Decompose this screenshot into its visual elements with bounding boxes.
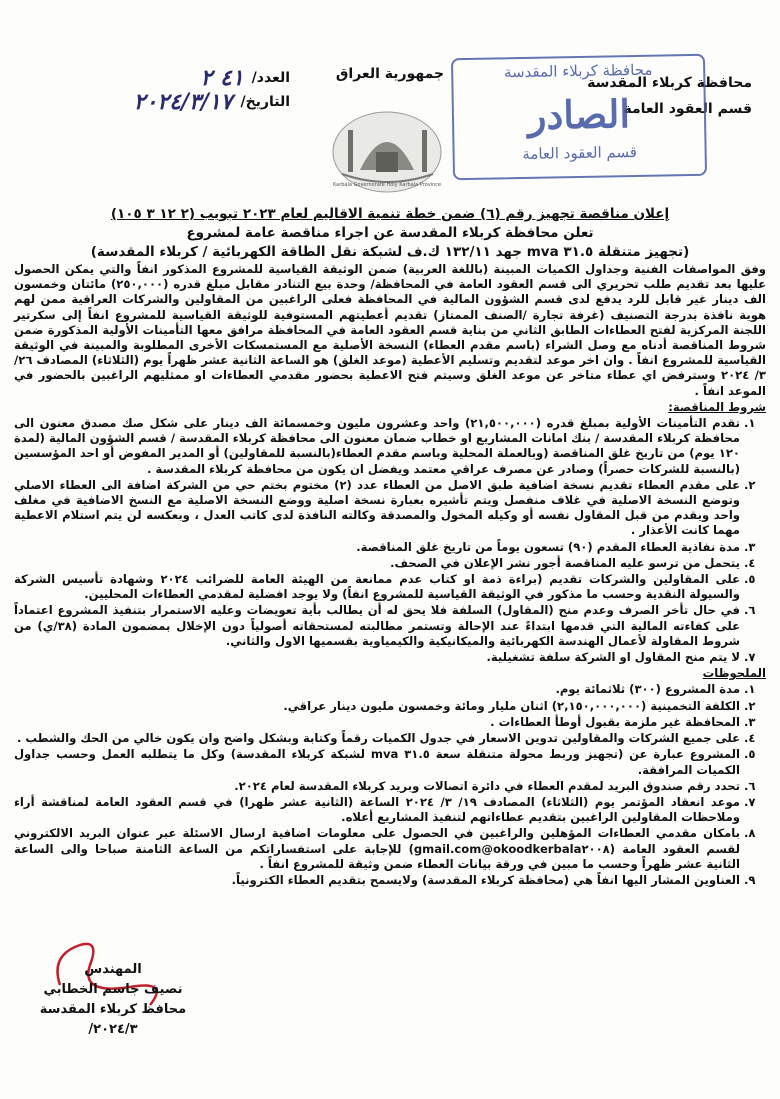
conditions-heading: شروط المناقصة:: [668, 399, 766, 414]
signer-role: محافظ كربلاء المقدسة: [39, 1002, 187, 1017]
title-line-1: إعلان مناقصة تجهيز رقم (٦) ضمن خطة تنمية الاقاليم لعام ٢٠٢٣ تبويب (٢ ١٢ ٣ ١٠٥): [110, 206, 670, 222]
list-item: ٢. الكلفة التخمينية (٢,١٥٠,٠٠٠,٠٠٠) اثنان مليار ومائة وخمسون مليون دينار عراقي.: [283, 698, 756, 713]
department-name: قسم العقود العامة: [623, 101, 752, 117]
list-item: ٥. على المقاولين والشركات تقديم (براءة ذمة او كتاب عدم ممانعة من الهيئة العامة للضرائب ٢٠٢٤ وشهادة تأسيس الشركة والسيولة النقدية وحسب ما مذكور في الوثيقة القياسية للمشروع انفاً) ولا يوجد افضلية لمقدمي العطاءات المحليين.: [14, 572, 756, 602]
header-reference: [30, 66, 290, 114]
list-item: ٤. على جميع الشركات والمقاولين تدوين الاسعار في جدول الكميات رقماً وكتابة وبشكل واضح وان يكون خالي من الحك والشطب .: [16, 731, 756, 746]
list-item: ٣. مدة نفاذية العطاء المقدم (٩٠) تسعون يوماً من تاريخ غلق المناقصة.: [356, 539, 756, 554]
list-item: ٦. تحدد رقم صندوق البريد لمقدم العطاء في دائرة اتصالات وبريد كربلاء المقدسة لعام ٢٠٢٤.: [234, 778, 756, 793]
list-item: ٥. المشروع عبارة عن (تجهيز وربط محولة متنقلة سعة ٣١.٥ mva لشبكة كربلاء المقدسة) وكل ما يتطلبه العمل وحسب جداول الكميات المرافقة.: [14, 747, 756, 777]
stamp-line-2: الصادر: [527, 91, 631, 138]
list-item: ٢. على مقدم العطاء تقديم نسخة اضافية طبق الاصل من العطاء عدد (٢) مختوم بختم حي من الشركة اضافة الى العطاء الاصلي وتوضع النسخة الاصلية في غلاف منفصل ويتم تأشيره بعبارة نسخة اصلية ووضع النسخة الاصلية مع النسخ الاضافية في مغلف واحد ويقدم من قبل المقاول نفسه أو وكيله المخول والمصدقة وكالته النافذة لدى كاتب العدل ، وبعكسه لن يتم استلام الاعطية مهما كانت الأعذار .: [14, 477, 756, 538]
country-name: جمهورية العراق: [335, 66, 445, 82]
list-item: ٨. بامكان مقدمي العطاءات المؤهلين والراغبين في الحصول على معلومات اضافية ارسال الاسئلة عبر عنوان البريد الالكتروني لقسم العقود العامة (okoodkerbala٢٠٠٨@gmail.com) للإجابة على استفساراتكم من الساعة الثامنة صباحا والى الساعة الثانية عشر ظهراً وحسب ما مبين في ورقة بيانات العطاء ضمن وثيقة للمشروع انفاً .: [14, 826, 756, 871]
list-item: ٦. في حال تأخر الصرف وعدم منح (المقاول) السلفة فلا يحق له أن يطالب بأية تعويضات وعليه الاستمرار بتنفيذ المشروع اعتماداً على كفاءته المالية التي قدمها ابتداءً عند الإحالة وتستمر مطالبته لمستحقاته أصولياً دون الإخلال بمضمون المادة (٣٨/ي) من شروط المقاولة لأعمال الهندسة الكهربائية والميكانيكية والكيمياوية بقسميها الاول والثاني.: [14, 603, 756, 648]
list-item: ٧. لا يتم منح المقاول او الشركة سلفة تشغيلية.: [486, 650, 756, 665]
list-item: ٧. موعد انعقاد المؤتمر يوم (الثلاثاء) المصادف ١٩/ ٣/ ٢٠٢٤ الساعة (الثانية عشر ظهرا) في قسم العقود العامة لمناقشة أراء وملاحظات المقاولين الراغبين بتقديم عطاءاتهم لتنفيذ المشاريع أعلاه.: [14, 794, 756, 825]
stamp-line-1: محافظة كربلاء المقدسة: [503, 60, 653, 82]
governorate-name: محافظة كربلاء المقدسة: [587, 75, 752, 91]
shrine-logo-icon: [330, 100, 445, 195]
signer-title: المهندس: [84, 962, 142, 977]
number-label: العدد/: [251, 70, 290, 86]
intro-paragraph: وفق المواصفات الفنية وجداول الكميات المبينة (باللغة العربية) ضمن الوثيقة القياسية للمشروع المذكور انفاً والتي يمكن الحصول عليها بعد تقديم طلب تحريري الى قسم العقود العامة في المحافظة/ وحدة بيع التنادر مقابل مبلغ قدره (٢٥٠,٠٠٠) مائتان وخمسون الف دينار غير قابل للرد يدفع لدى قسم الشؤون المالية في المحافظة فعلى الراغبين من المقاولين والشركات العراقية ممن لهم هوية نافذة بدرجة التصنيف (غرفة تجارة /الصنف الممتاز) تقديم أعطيتهم المستوفية للوثيقة القياسية للمشروع انفاً إلى سكرتير اللجنة المركزية لفتح العطاءات الطابق الثاني من بناية قسم العقود العامة في المحافظة مرافق معها التأمينات الأولية المذكورة ضمن شروط المناقصة أدناه مع وصل الشراء (باسم مقدم العطاء) النسخة الأصلية مع المستمسكات الأخرى المطلوبة والمبينة في الوثيقة القياسية للمشروع انفاً . وان اخر موعد لتقديم وتسليم الأعطية (موعد الغلق) هو الساعة الثانية عشر ظهراً يوم (الثلاثاء) المصادف ٢٦/ ٣/ ٢٠٢٤ وسترفض اي عطاء متاخر عن موعد الغلق وسيتم فتح الاعطية بحضور مقدمي العطاءات او ممثليهم الراغبين بالحضور في الموعد انفاً .: [14, 262, 766, 398]
outgoing-stamp: [451, 54, 707, 180]
stamp-line-3: قسم العقود العامة: [522, 142, 638, 163]
list-item: ١. مدة المشروع (٣٠٠) ثلاثمائة يوم.: [555, 682, 756, 697]
title-line-3: (تجهيز متنقلة ٣١.٥ mva جهد ١٣٢/١١ ك.ف لشبكة نقل الطاقة الكهربائية / كربلاء المقدسة): [90, 244, 690, 260]
number-value: ٤١ ٢: [200, 65, 244, 91]
list-item: ٤. يتحمل من ترسو عليه المناقصة أجور نشر الإعلان في الصحف.: [390, 555, 756, 570]
list-item: ١. تقدم التأمينات الأولية بمبلغ قدره (٢١,٥٠٠,٠٠٠) واحد وعشرون مليون وخمسمائة الف دينار على شكل صك مصدق معنون الى محافظة كربلاء المقدسة / بنك امانات المشاريع او خطاب ضمان معنون الى محافظة كربلاء المقدسة / قسم الشؤون المالية (لمدة ١٢٠ يوم) من تاريخ غلق المناقصة (وبالعملة المحلية وباسم مقدم العطاء(بالنسبة للمقاولين) أو المدير المفوض أو احد المؤسسين (بالنسبة للشركات حصراً) وصادر عن مصرف عراقي معتمد ويفضل ان يكون من محافظة كربلاء المقدسة .: [14, 416, 756, 476]
list-item: ٣. المحافظة غير ملزمة بقبول أوطأ العطاءات .: [490, 714, 756, 729]
date-label: التاريخ/: [240, 94, 290, 110]
notes-heading: الملحوظات: [702, 666, 766, 681]
date-value: ٢٠٢٤/٣/١٧: [133, 89, 233, 115]
announcement-title: [60, 205, 720, 262]
signer-name: نصيف جاسم الخطابي: [43, 982, 183, 997]
signature-block: [28, 960, 198, 1040]
list-item: ٩. العناوين المشار اليها انفاً هي (محافظة كربلاء المقدسة) ولايسمح بتقديم العطاء الكترونياً.: [231, 872, 756, 887]
title-line-2: تعلن محافظة كربلاء المقدسة عن اجراء مناقصة عامة لمشروع: [186, 225, 594, 241]
document-body: [14, 262, 766, 889]
signature-date: ٢٠٢٤/٣/: [88, 1022, 138, 1037]
logo-caption: Karbala Governorate Holy Karbala Province: [332, 182, 442, 188]
